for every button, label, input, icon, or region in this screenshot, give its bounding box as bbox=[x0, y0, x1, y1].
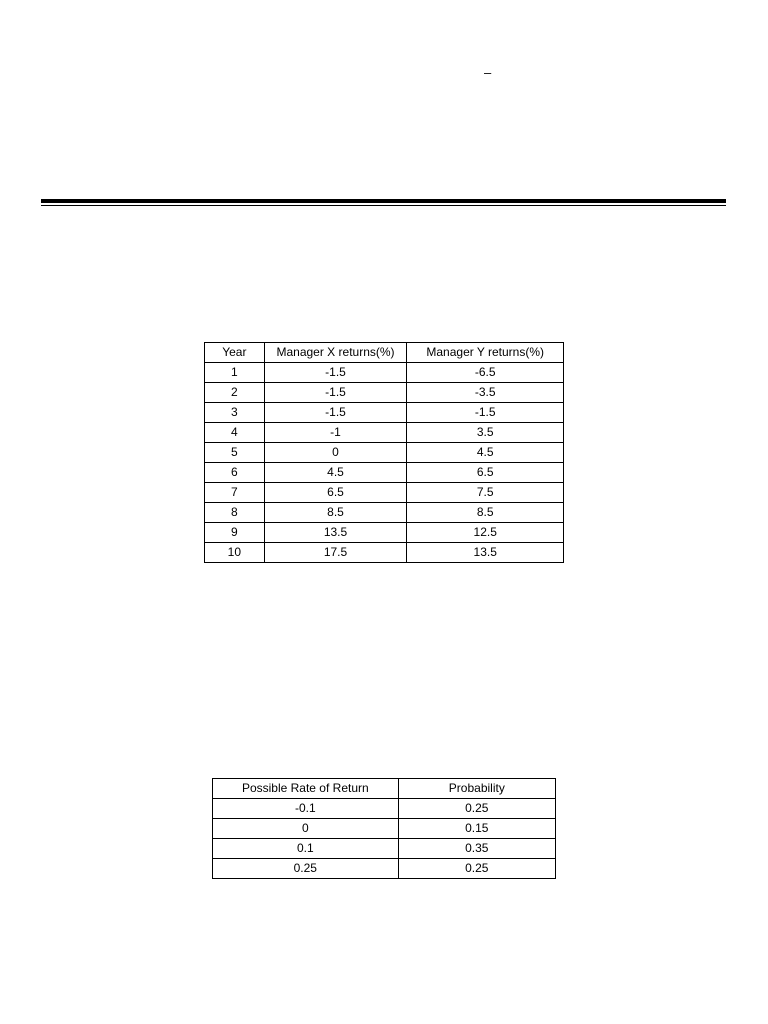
manager-x-cell: 17.5 bbox=[264, 543, 407, 563]
probability-cell: 0.25 bbox=[398, 859, 555, 879]
rate-of-return-cell: 0.1 bbox=[213, 839, 399, 859]
header-dash: – bbox=[484, 65, 492, 80]
section-divider-thick bbox=[41, 199, 726, 203]
column-header-probability: Probability bbox=[398, 779, 555, 799]
manager-y-cell: -1.5 bbox=[407, 403, 564, 423]
column-header-rate-of-return: Possible Rate of Return bbox=[213, 779, 399, 799]
year-cell: 5 bbox=[205, 443, 265, 463]
section-divider-thin bbox=[41, 205, 726, 206]
table-row bbox=[205, 483, 564, 503]
table-row bbox=[205, 403, 564, 423]
manager-x-cell: 0 bbox=[264, 443, 407, 463]
manager-x-cell: -1.5 bbox=[264, 383, 407, 403]
manager-y-cell: 13.5 bbox=[407, 543, 564, 563]
year-cell: 1 bbox=[205, 363, 265, 383]
year-cell: 8 bbox=[205, 503, 265, 523]
table-row bbox=[213, 799, 556, 819]
table-row bbox=[205, 463, 564, 483]
column-header-manager-x: Manager X returns(%) bbox=[264, 343, 407, 363]
manager-y-cell: -3.5 bbox=[407, 383, 564, 403]
table-row bbox=[205, 443, 564, 463]
probability-cell: 0.35 bbox=[398, 839, 555, 859]
year-cell: 3 bbox=[205, 403, 265, 423]
probability-cell: 0.25 bbox=[398, 799, 555, 819]
rate-of-return-cell: 0 bbox=[213, 819, 399, 839]
column-header-manager-y: Manager Y returns(%) bbox=[407, 343, 564, 363]
probability-distribution-table bbox=[212, 778, 556, 879]
manager-x-cell: -1.5 bbox=[264, 363, 407, 383]
year-cell: 2 bbox=[205, 383, 265, 403]
year-cell: 4 bbox=[205, 423, 265, 443]
table-row bbox=[205, 423, 564, 443]
table-row bbox=[205, 383, 564, 403]
manager-y-cell: 4.5 bbox=[407, 443, 564, 463]
manager-returns-table bbox=[204, 342, 564, 563]
table-row bbox=[213, 839, 556, 859]
table-header-row bbox=[205, 343, 564, 363]
manager-x-cell: 4.5 bbox=[264, 463, 407, 483]
table-row bbox=[213, 819, 556, 839]
rate-of-return-cell: -0.1 bbox=[213, 799, 399, 819]
table-header-row bbox=[213, 779, 556, 799]
year-cell: 10 bbox=[205, 543, 265, 563]
year-cell: 7 bbox=[205, 483, 265, 503]
manager-x-cell: 13.5 bbox=[264, 523, 407, 543]
table-row bbox=[205, 543, 564, 563]
manager-y-cell: 3.5 bbox=[407, 423, 564, 443]
manager-y-cell: 7.5 bbox=[407, 483, 564, 503]
year-cell: 9 bbox=[205, 523, 265, 543]
manager-x-cell: 8.5 bbox=[264, 503, 407, 523]
table-row bbox=[205, 523, 564, 543]
manager-x-cell: -1 bbox=[264, 423, 407, 443]
table-row bbox=[205, 363, 564, 383]
manager-y-cell: -6.5 bbox=[407, 363, 564, 383]
rate-of-return-cell: 0.25 bbox=[213, 859, 399, 879]
manager-y-cell: 8.5 bbox=[407, 503, 564, 523]
probability-cell: 0.15 bbox=[398, 819, 555, 839]
manager-y-cell: 6.5 bbox=[407, 463, 564, 483]
table-row bbox=[205, 503, 564, 523]
manager-x-cell: 6.5 bbox=[264, 483, 407, 503]
table-row bbox=[213, 859, 556, 879]
column-header-year: Year bbox=[205, 343, 265, 363]
manager-x-cell: -1.5 bbox=[264, 403, 407, 423]
year-cell: 6 bbox=[205, 463, 265, 483]
manager-y-cell: 12.5 bbox=[407, 523, 564, 543]
